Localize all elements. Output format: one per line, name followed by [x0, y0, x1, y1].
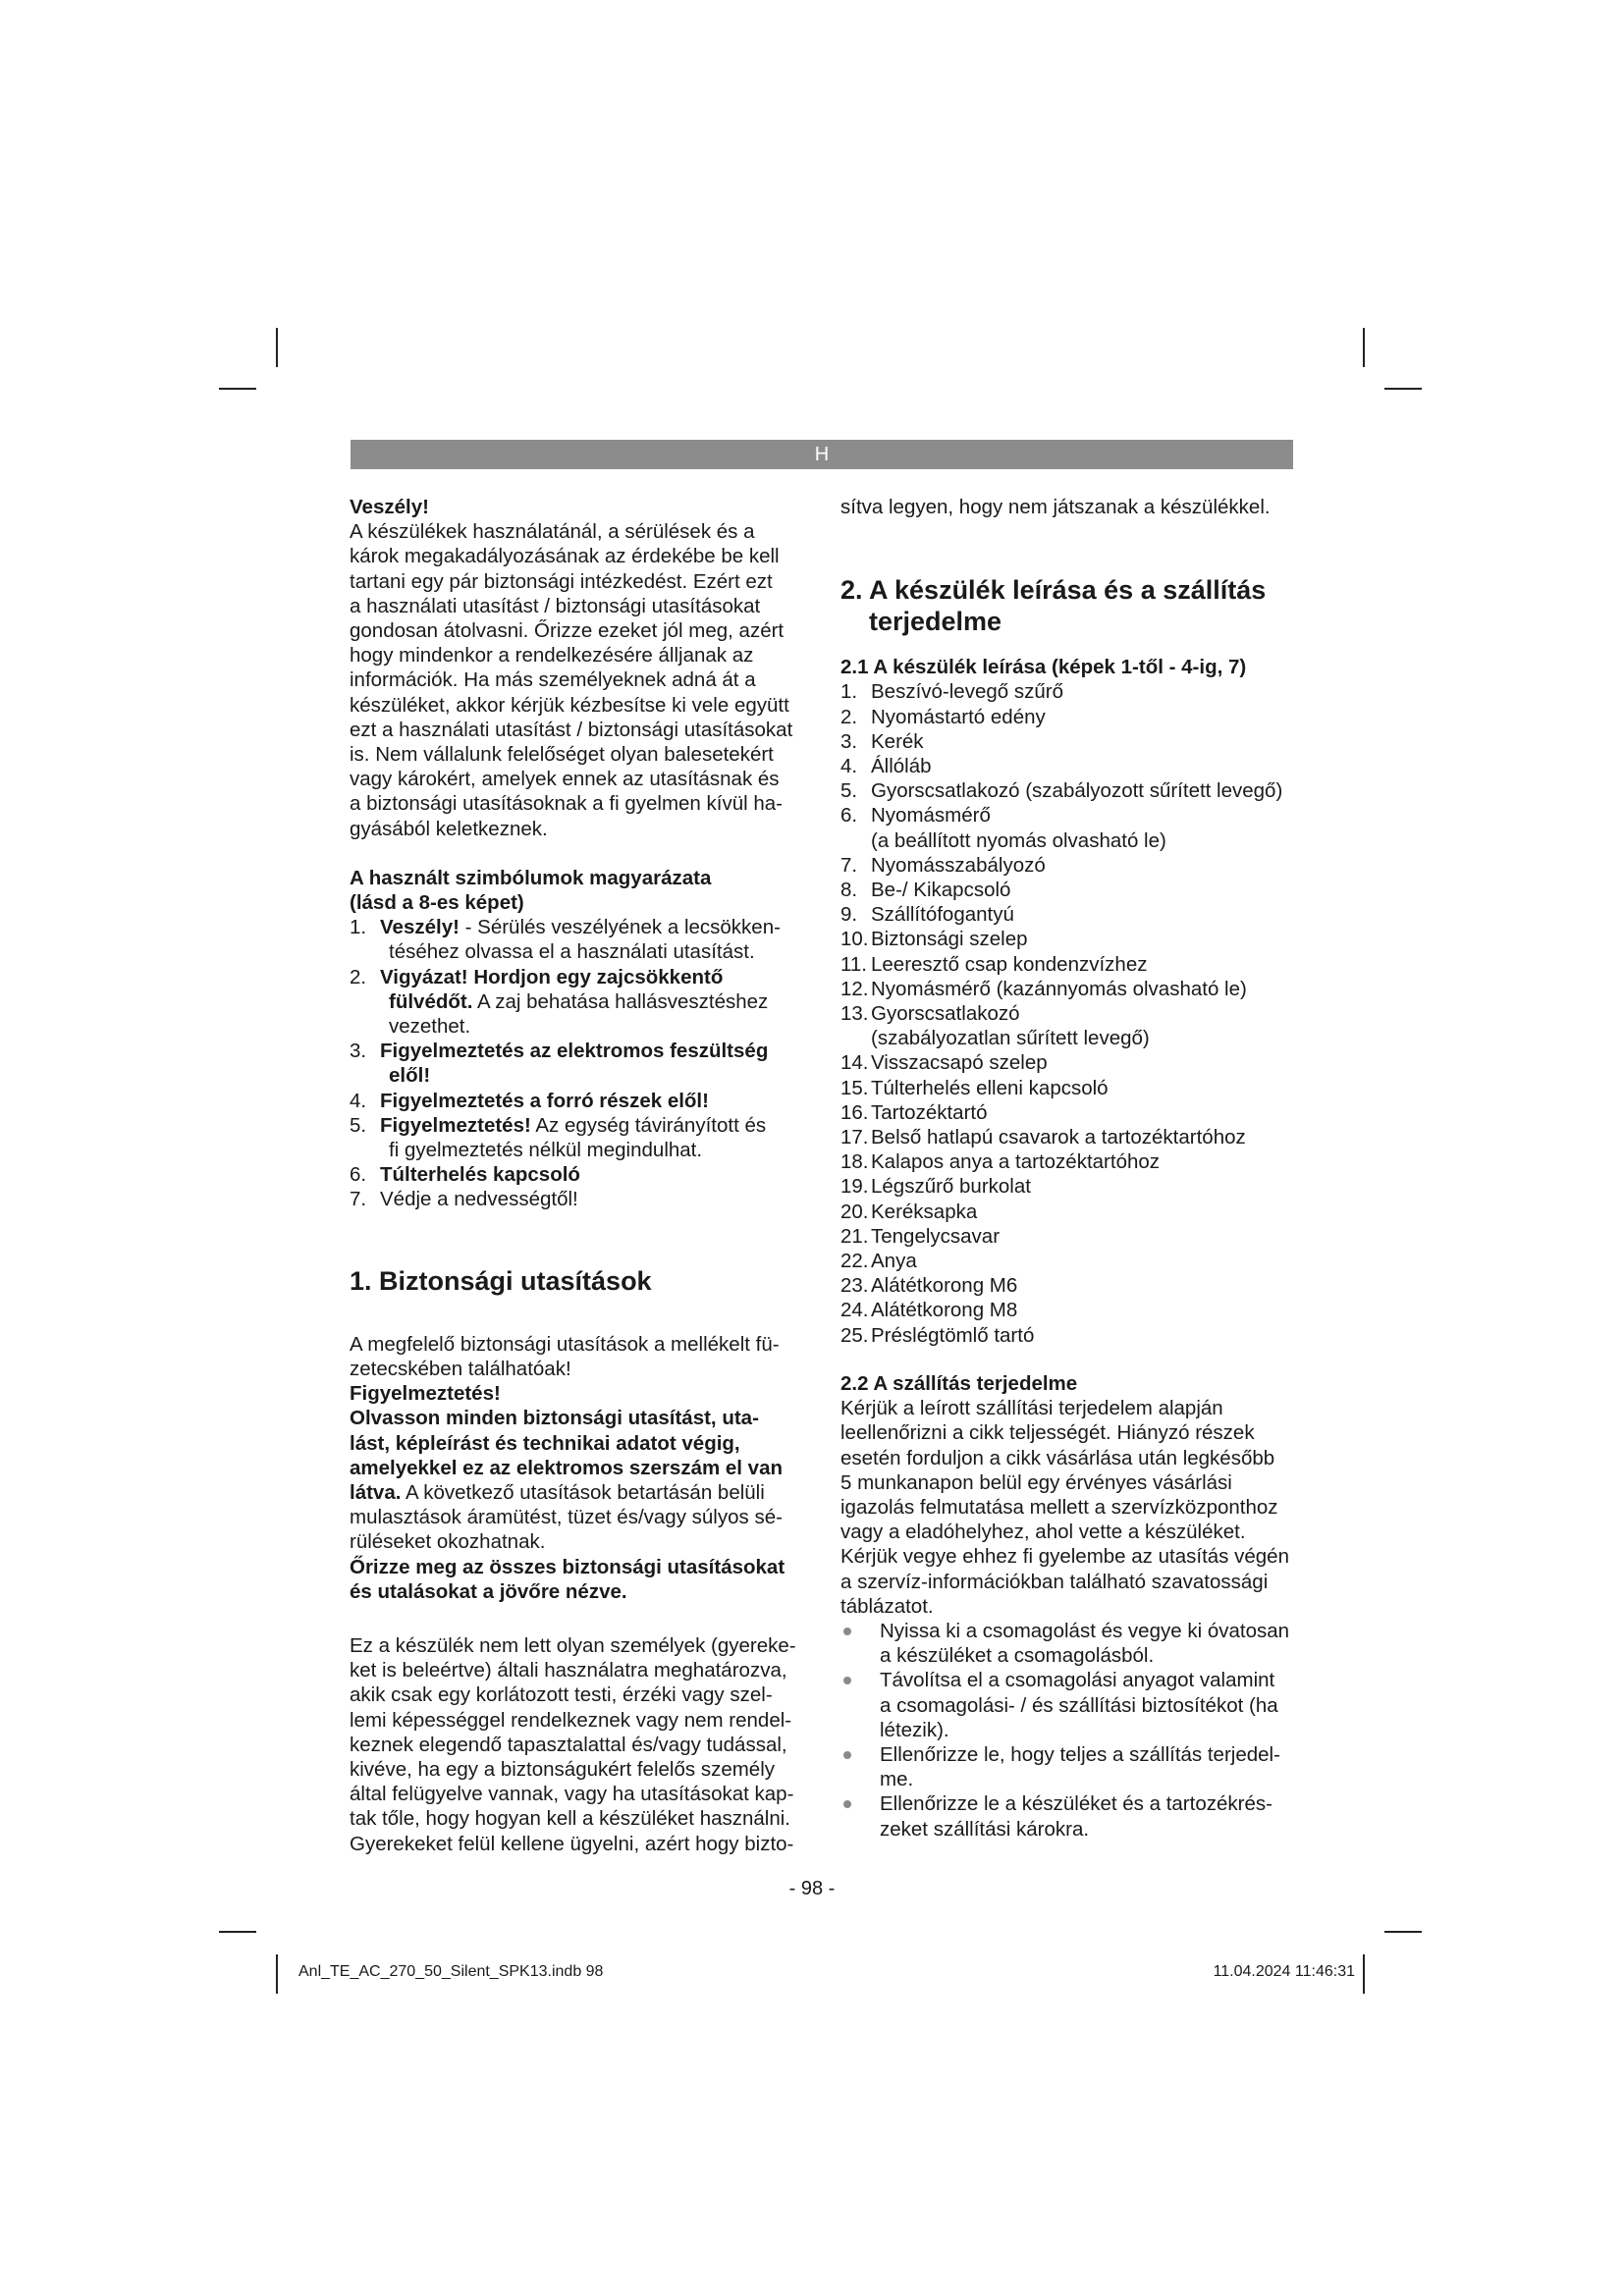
text-line: esetén forduljon a cikk vásárlása után legkésőbb	[840, 1446, 1275, 1469]
crop-mark-bottom-right-h	[1384, 1931, 1422, 1933]
list-item: 19. Légszűrő burkolat	[840, 1175, 1031, 1199]
text-line: gondosan átolvasni. Őrizze ezeket jól meg, azért	[350, 619, 785, 643]
bullet-dot-icon	[843, 1677, 851, 1684]
text-line: ket is beleértve) általi használatra meghatározva,	[350, 1659, 787, 1682]
text-line: hogy mindenkor a rendelkezésére álljanak az	[350, 644, 754, 667]
section-1-title: 1. Biztonsági utasítások	[350, 1265, 652, 1296]
list-item: 18. Kalapos anya a tartozéktartóhoz	[840, 1150, 1161, 1174]
list-item: 21. Tengelycsavar	[840, 1224, 1001, 1248]
section-2-1-title: 2.1 A készülék leírása (képek 1-től - 4-ig, 7)	[840, 656, 1247, 679]
text-line: lemi képességgel rendelkeznek vagy nem rendel-	[350, 1708, 792, 1732]
symbols-list	[350, 915, 808, 1211]
text-line: és utalásokat a jövőre nézve.	[350, 1579, 627, 1603]
text-line: mulasztások áramütést, tüzet és/vagy súlyos sé-	[350, 1506, 783, 1529]
text-line: vagy a eladóhelyhez, ahol vette a készüléket.	[840, 1521, 1246, 1544]
text-line: Ez a készülék nem lett olyan személyek (gyereke-	[350, 1633, 796, 1657]
bullet-dot-icon	[843, 1800, 851, 1808]
language-code: H	[814, 444, 830, 465]
list-item: 17. Belső hatlapú csavarok a tartozéktartóhoz	[840, 1126, 1246, 1149]
list-item: 12. Nyomásmérő (kazánnyomás olvasható le)	[840, 977, 1247, 1000]
text-line: leellenőrizni a cikk teljességét. Hiányzó részek	[840, 1421, 1255, 1445]
s1-intro	[350, 1332, 808, 1381]
left-column	[350, 495, 808, 1856]
list-item: 11. Leeresztő csap kondenzvízhez	[840, 952, 1148, 976]
crop-mark-top-right	[1363, 328, 1365, 367]
list-item: 5. Gyorscsatlakozó (szabályozott sűrített levegő)	[840, 779, 1283, 803]
section-2-title-cont: terjedelme	[869, 607, 1002, 637]
crop-mark-bottom-left-h	[219, 1931, 256, 1933]
item-number: 3.	[350, 1040, 367, 1063]
text-line: A készülékek használatánál, a sérülések és a	[350, 520, 755, 544]
text-line: a használati utasítást / biztonsági utasításokat	[350, 594, 761, 617]
spacer	[840, 637, 1299, 655]
continuation-text: sítva legyen, hogy nem játszanak a készülékkel.	[840, 496, 1271, 518]
spacer	[840, 519, 1299, 574]
list-item: 15. Túlterhelés elleni kapcsoló	[840, 1076, 1109, 1099]
crop-mark-bottom-right	[1363, 1954, 1365, 1994]
text-line: lást, képleírást és technikai adatot végig,	[350, 1431, 740, 1455]
scope-paragraph	[840, 1396, 1299, 1619]
danger-paragraph	[350, 519, 808, 841]
list-item: 14. Visszacsapó szelep	[840, 1051, 1048, 1075]
text-line: amelyekkel ez az elektromos szerszám el van	[350, 1456, 784, 1479]
text-line: Kérjük a leírott szállítási terjedelem alapján	[840, 1397, 1223, 1420]
text-line: A megfelelő biztonsági utasítások a mellékelt fü-	[350, 1332, 780, 1356]
item-number: 1.	[350, 916, 367, 939]
symbols-title: A használt szimbólumok magyarázata	[350, 866, 712, 889]
list-item: 8. Be-/ Kikapcsoló	[840, 879, 1011, 902]
delivery-bullet-list	[840, 1619, 1299, 1842]
text-line: is. Nem vállalunk felelőséget olyan balesetekért	[350, 743, 774, 767]
bullet-item: Ellenőrizze le, hogy teljes a szállítás terjedel- me.	[840, 1742, 1299, 1791]
list-item: 24. Alátétkorong M8	[840, 1299, 1018, 1322]
text-line: 5 munkanapon belül egy érvényes vásárlási	[840, 1470, 1232, 1494]
list-item: 10. Biztonsági szelep	[840, 928, 1028, 951]
list-item: 7. Védje a nedvességtől!	[350, 1188, 578, 1211]
text-line: akik csak egy korlátozott testi, érzéki vagy szel-	[350, 1683, 773, 1707]
item-number: 7.	[350, 1188, 367, 1211]
text-line: Gyerekeket felül kellene ügyelni, azért hogy bizto-	[350, 1832, 794, 1855]
bullet-item: Ellenőrizze le a készüléket és a tartozékrés- zeket szállítási károkra.	[840, 1791, 1299, 1841]
list-item: 7. Nyomásszabályozó	[840, 853, 1046, 877]
text-line: ezt a használati utasítást / biztonsági utasításokat	[350, 718, 793, 741]
list-item: 22. Anya	[840, 1250, 917, 1273]
symbols-subtitle: (lásd a 8-es képet)	[350, 891, 524, 915]
text-line: igazolás felmutatása mellett a szervízközponthoz	[840, 1495, 1278, 1519]
crop-mark-top-right-h	[1384, 388, 1422, 390]
list-item: 16. Tartozéktartó	[840, 1100, 988, 1124]
right-column	[840, 495, 1299, 1842]
text-line: keznek elegendő tapasztalattal és/vagy tudással,	[350, 1733, 787, 1756]
text-line: vagy károkért, amelyek ennek az utasításnak és	[350, 768, 780, 791]
text-line: a biztonsági utasításoknak a fi gyelmen kívül ha-	[350, 792, 783, 816]
spacer	[350, 841, 808, 866]
list-item: 4. Figyelmeztetés a forró részek elől!	[350, 1089, 709, 1112]
item-number: 2.	[350, 965, 367, 988]
bullet-item: Nyissa ki a csomagolást és vegye ki óvatosan a készüléket a csomagolásból.	[840, 1619, 1299, 1668]
text-line: károk megakadályozásának az érdekébe be kell	[350, 545, 780, 568]
text-line: táblázatot.	[840, 1594, 934, 1618]
bullet-dot-icon	[843, 1628, 851, 1635]
text-line: látva. A következő utasítások betartásán belüli	[350, 1480, 765, 1504]
bullet-item: Távolítsa el a csomagolási anyagot valamint a csomagolási- / és szállítási biztosítékot (ha létezik).	[840, 1668, 1299, 1742]
footer-datetime: 11.04.2024 11:46:31	[1213, 1963, 1355, 1980]
text-line: készüléket, akkor kérjük kézbesítse ki vele együtt	[350, 693, 789, 717]
list-item: 6. Nyomásmérő (a beállított nyomás olvasható le)	[840, 804, 1166, 852]
text-line: információk. Ha más személyeknek adná át a	[350, 668, 756, 692]
section-2-title: 2. A készülék leírása és a szállítás	[840, 575, 1267, 606]
danger-title: Veszély!	[350, 496, 429, 518]
crop-mark-top-left	[276, 328, 278, 367]
language-header-bar	[351, 440, 1293, 469]
spacer	[350, 1297, 808, 1332]
crop-mark-bottom-left	[276, 1954, 278, 1994]
item-number: 5.	[350, 1113, 367, 1137]
text-line: Őrizze meg az összes biztonsági utasításokat	[350, 1555, 785, 1578]
list-item: 1. Beszívó-levegő szűrő	[840, 680, 1063, 704]
list-item: 13. Gyorscsatlakozó (szabályozatlan sűrített levegő)	[840, 1002, 1150, 1050]
list-item: 9. Szállítófogantyú	[840, 903, 1014, 927]
text-line: gyásából keletkeznek.	[350, 817, 548, 840]
text-line: tak tőle, hogy hogyan kell a készüléket használni.	[350, 1807, 790, 1831]
spacer	[840, 1348, 1299, 1371]
parts-list	[840, 679, 1299, 1347]
warning-title: Figyelmeztetés!	[350, 1382, 501, 1406]
list-item: 3. Figyelmeztetés az elektromos feszültség elől!	[350, 1040, 769, 1088]
text-line: a szervíz-információkban található szavatossági	[840, 1570, 1269, 1593]
footer-filename: Anl_TE_AC_270_50_Silent_SPK13.indb 98	[298, 1963, 604, 1980]
list-item: 2. Vigyázat! Hordjon egy zajcsökkentő fülvédőt. A zaj behatása hallásvesztéshez vezethet.	[350, 965, 769, 1039]
text-line: által felügyelve vannak, vagy ha utasításokat kap-	[350, 1783, 794, 1806]
list-item: 4. Állóláb	[840, 755, 932, 778]
text-line: rüléseket okozhatnak.	[350, 1530, 546, 1554]
item-number: 4.	[350, 1089, 367, 1112]
text-line: zetecskében találhatóak!	[350, 1357, 571, 1380]
list-item: 1. Veszély! - Sérülés veszélyének a lecsökken- téséhez olvassa el a használati utasítást.	[350, 916, 781, 964]
list-item: 25. Préslégtömlő tartó	[840, 1323, 1035, 1347]
text-line: tartani egy pár biztonsági intézkedést. Ezért ezt	[350, 569, 773, 593]
list-item: 2. Nyomástartó edény	[840, 705, 1046, 728]
text-line: kivéve, ha egy a biztonságukért felelős személy	[350, 1757, 776, 1781]
page-number: - 98 -	[788, 1878, 836, 1899]
list-item: 23. Alátétkorong M6	[840, 1274, 1018, 1298]
list-item: 20. Keréksapka	[840, 1200, 978, 1223]
item-number: 6.	[350, 1163, 367, 1187]
spacer	[350, 1604, 808, 1633]
list-item: 6. Túlterhelés kapcsoló	[350, 1163, 580, 1187]
spacer	[350, 1212, 808, 1265]
list-item: 3. Kerék	[840, 729, 924, 753]
section-2-2-title: 2.2 A szállítás terjedelme	[840, 1371, 1078, 1395]
crop-mark-top-left-h	[219, 388, 256, 390]
text-line: Kérjük vegye ehhez fi gyelembe az utasítás végén	[840, 1545, 1289, 1569]
bullet-dot-icon	[843, 1751, 851, 1759]
text-line: Olvasson minden biztonsági utasítást, uta-	[350, 1407, 759, 1430]
children-paragraph	[350, 1633, 808, 1856]
list-item: 5. Figyelmeztetés! Az egység távirányított és fi gyelmeztetés nélkül megindulhat.	[350, 1113, 767, 1162]
